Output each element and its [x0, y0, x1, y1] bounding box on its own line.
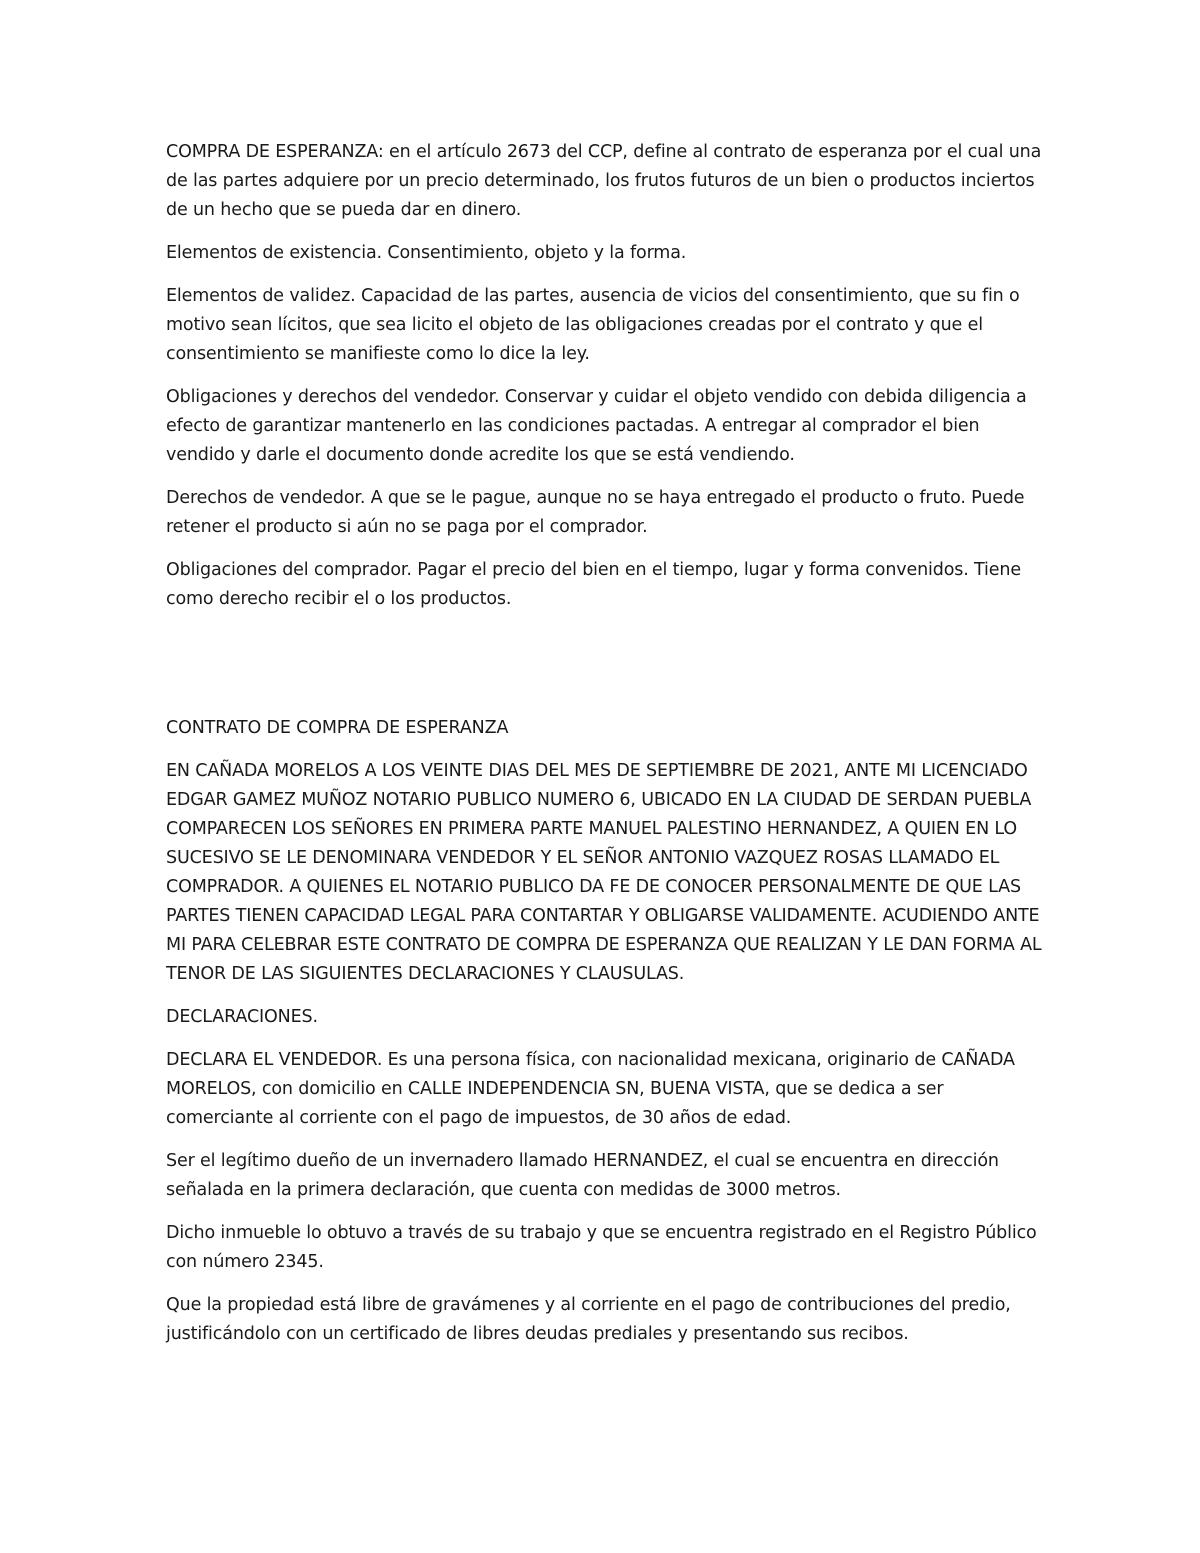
paragraph-seller-obligations: Obligaciones y derechos del vendedor. Conservar y cuidar el objeto vendido con debida diligencia a efecto de garantizar mantenerlo en las condiciones pactadas. A entregar al comprador el bien vendido y darle el documento donde acredite los que se está vendiendo. — [166, 387, 1027, 465]
document-body — [166, 138, 1046, 1363]
paragraph-buyer-obligations: Obligaciones del comprador. Pagar el precio del bien en el tiempo, lugar y forma convenidos. Tiene como derecho recibir el o los productos. — [166, 560, 1021, 609]
paragraph-contract-preamble: EN CAÑADA MORELOS A LOS VEINTE DIAS DEL MES DE SEPTIEMBRE DE 2021, ANTE MI LICENCIADO EDGAR GAMEZ MUÑOZ NOTARIO PUBLICO NUMERO 6, UBICADO EN LA CIUDAD DE SERDAN PUEBLA COMPARECEN LOS SEÑORES EN PRIMERA PARTE MANUEL PALESTINO HERNANDEZ, A QUIEN EN LO SUCESIVO SE LE DENOMINARA VENDEDOR Y EL SEÑOR ANTONIO VAZQUEZ ROSAS LLAMADO EL COMPRADOR. A QUIENES EL NOTARIO PUBLICO DA FE DE CONOCER PERSONALMENTE DE QUE LAS PARTES TIENEN CAPACIDAD LEGAL PARA CONTARTAR Y OBLIGARSE VALIDAMENTE. ACUDIENDO ANTE MI PARA CELEBRAR ESTE CONTRATO DE COMPRA DE ESPERANZA QUE REALIZAN Y LE DAN FORMA AL TENOR DE LAS SIGUIENTES DECLARACIONES Y CLAUSULAS. — [166, 761, 1042, 984]
paragraph-existence-elements: Elementos de existencia. Consentimiento, objeto y la forma. — [166, 243, 687, 263]
contract-title: CONTRATO DE COMPRA DE ESPERANZA — [166, 718, 509, 738]
paragraph-seller-declaration: DECLARA EL VENDEDOR. Es una persona física, con nacionalidad mexicana, originario de CAÑADA MORELOS, con domicilio en CALLE INDEPENDENCIA SN, BUENA VISTA, que se dedica a ser comerciante al corriente con el pago de impuestos, de 30 años de edad. — [166, 1050, 1015, 1128]
paragraph-definition: COMPRA DE ESPERANZA: en el artículo 2673 del CCP, define al contrato de esperanza por el cual una de las partes adquiere por un precio determinado, los frutos futuros de un bien o productos inciertos de un hecho que se pueda dar en dinero. — [166, 142, 1042, 220]
paragraph-liens: Que la propiedad está libre de gravámenes y al corriente en el pago de contribuciones del predio, justificándolo con un certificado de libres deudas prediales y presentando sus recibos. — [166, 1295, 1011, 1344]
paragraph-ownership: Ser el legítimo dueño de un invernadero llamado HERNANDEZ, el cual se encuentra en dirección señalada en la primera declaración, que cuenta con medidas de 3000 metros. — [166, 1151, 999, 1200]
paragraph-registry: Dicho inmueble lo obtuvo a través de su trabajo y que se encuentra registrado en el Registro Público con número 2345. — [166, 1223, 1037, 1272]
paragraph-seller-rights: Derechos de vendedor. A que se le pague, aunque no se haya entregado el producto o fruto. Puede retener el producto si aún no se paga por el comprador. — [166, 488, 1025, 537]
declarations-heading: DECLARACIONES. — [166, 1007, 318, 1027]
section-spacer — [166, 628, 1046, 714]
paragraph-validity-elements: Elementos de validez. Capacidad de las partes, ausencia de vicios del consentimiento, que su fin o motivo sean lícitos, que sea licito el objeto de las obligaciones creadas por el contrato y que el consentimiento se manifieste como lo dice la ley. — [166, 286, 1020, 364]
